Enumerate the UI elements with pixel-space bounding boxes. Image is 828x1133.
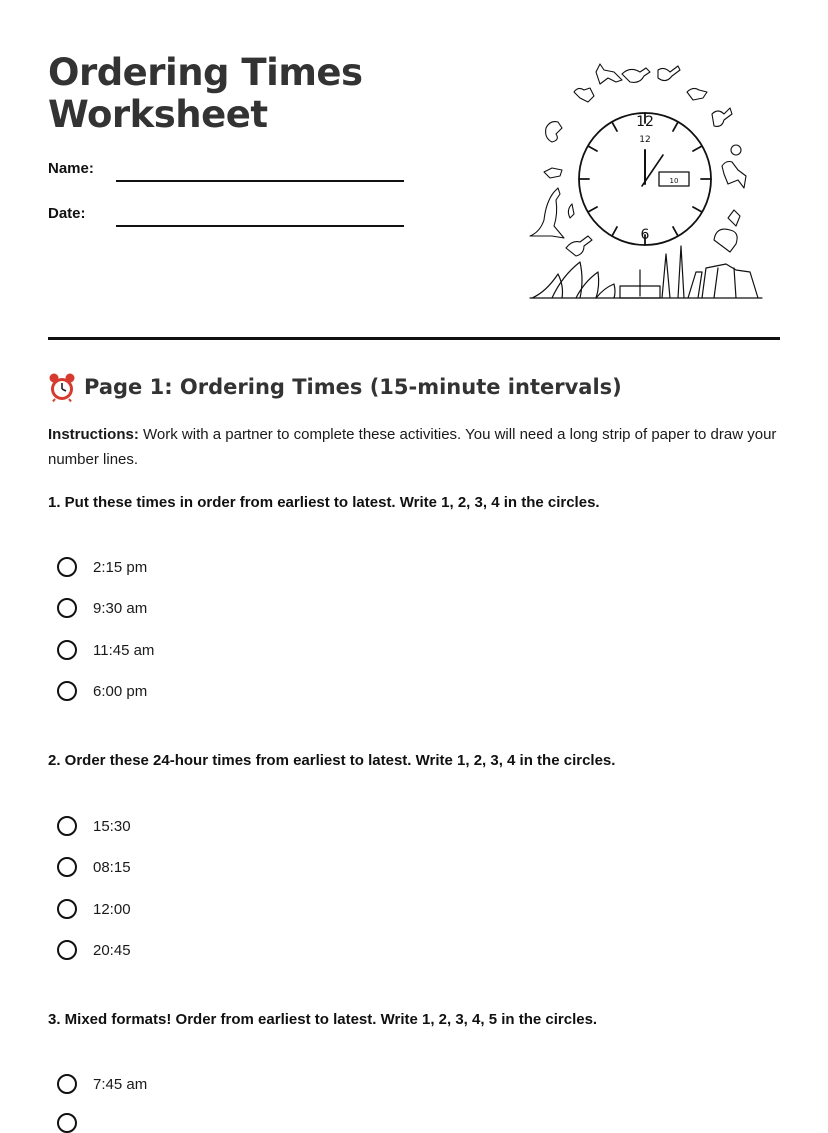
list-item [57, 598, 147, 618]
answer-circle[interactable] [57, 557, 77, 577]
alarm-clock-icon [48, 372, 76, 402]
option-text: 08:15 [93, 858, 131, 876]
question-1-prompt: 1. Put these times in order from earliest to latest. Write 1, 2, 3, 4 in the circles. [48, 494, 600, 511]
instructions [48, 422, 778, 472]
animal-silhouettes [530, 64, 746, 256]
list-item [57, 640, 154, 660]
clock-date-value: 10 [669, 177, 679, 185]
australia-clock-illustration [522, 58, 770, 306]
section-title-text: Page 1: Ordering Times (15-minute intervals) [84, 375, 622, 399]
list-item [57, 1074, 147, 1094]
sydney-skyline [530, 246, 762, 298]
title-line-1: Ordering Times [48, 51, 363, 94]
option-text: 20:45 [93, 941, 131, 959]
option-text: 12:00 [93, 900, 131, 918]
answer-circle[interactable] [57, 940, 77, 960]
answer-circle[interactable] [57, 681, 77, 701]
list-item [57, 940, 131, 960]
option-text: 15:30 [93, 817, 131, 835]
question-3-prompt: 3. Mixed formats! Order from earliest to latest. Write 1, 2, 3, 4, 5 in the circles. [48, 1011, 598, 1028]
option-text: 2:15 pm [93, 558, 148, 576]
date-line[interactable] [116, 225, 404, 227]
list-item [57, 557, 147, 577]
answer-circle[interactable] [57, 899, 77, 919]
option-text: 9:30 am [93, 599, 148, 617]
section-heading [48, 372, 622, 402]
name-label: Name: [48, 160, 94, 177]
name-line[interactable] [116, 180, 404, 182]
clock-numeral-6: 6 [640, 227, 650, 243]
option-text: 11:45 am [93, 641, 155, 659]
answer-circle[interactable] [57, 598, 77, 618]
list-item [57, 1113, 93, 1133]
list-item [57, 857, 131, 877]
clock-numeral-12-inner: 12 [639, 135, 651, 145]
worksheet-title [48, 52, 363, 136]
answer-circle[interactable] [57, 816, 77, 836]
answer-circle[interactable] [57, 640, 77, 660]
instructions-text: Work with a partner to complete these activities. You will need a long strip of paper to draw your number lines. [48, 426, 777, 468]
option-text: 6:00 pm [93, 682, 148, 700]
date-label: Date: [48, 205, 86, 222]
title-line-2: Worksheet [48, 93, 268, 136]
section-divider [48, 337, 780, 340]
instructions-label: Instructions: [48, 426, 139, 443]
list-item [57, 816, 131, 836]
answer-circle[interactable] [57, 1074, 77, 1094]
answer-circle[interactable] [57, 857, 77, 877]
question-2-prompt: 2. Order these 24-hour times from earliest to latest. Write 1, 2, 3, 4 in the circles. [48, 752, 616, 769]
answer-circle[interactable] [57, 1113, 77, 1133]
clock-numeral-12: 12 [636, 114, 654, 130]
option-text: 7:45 am [93, 1075, 148, 1093]
list-item [57, 681, 147, 701]
list-item [57, 899, 131, 919]
